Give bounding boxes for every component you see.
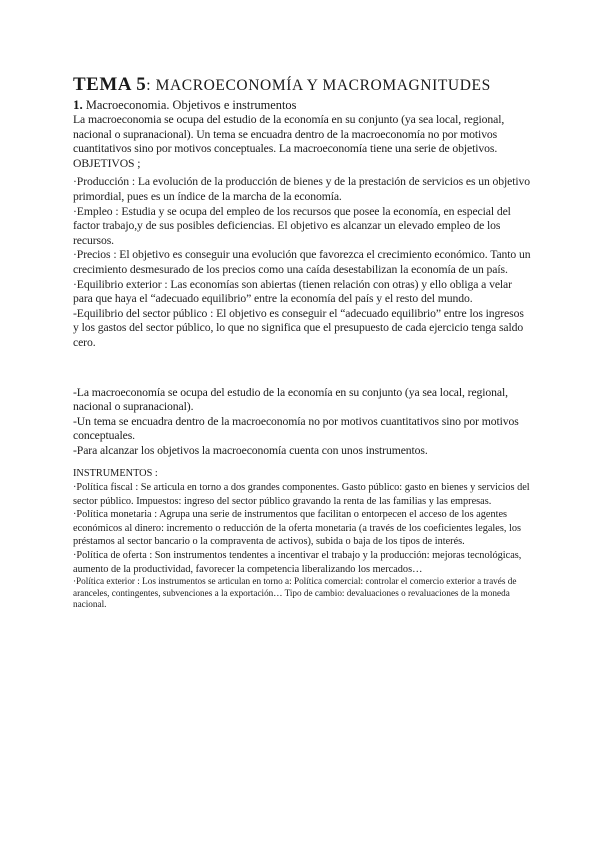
section-heading (73, 97, 531, 113)
instrumentos-heading: INSTRUMENTOS : (73, 468, 158, 480)
objetivo-precios: ·Precios : El objetivo es conseguir una evolución que favorezca el crecimiento económico. Tanto un crecimiento desmesurado de los precios como una caída desestabilizan la economía de un país. (73, 248, 531, 276)
objetivo-equilibrio-exterior: ·Equilibrio exterior : Las economías son abiertas (tienen relación con otras) y ello obliga a velar para que haya el “adecuado equilibrio” entre la economía del país y el resto del mundo. (73, 277, 512, 306)
summary-item: -Un tema se encuadra dentro de la macroeconomía no por motivos cuantitativos sino por motivos conceptuales. (73, 414, 519, 443)
title-text: : MACROECONOMÍA Y MACROMAGNITUDES (146, 77, 491, 94)
instrumento-politica-exterior: ·Política exterior : Los instrumentos se articulan en torno a: Política comercial: controlar el comercio exterior a través de aranceles, contingentes, subvenciones a la exportación… Tipo de cambio: devaluaciones o revaluaciones de la moneda nacional. (73, 576, 517, 610)
instrumento-politica-monetaria: ·Política monetaria : Agrupa una serie de instrumentos que facilitan o entorpecen el acceso de los agentes económicos al dinero: incremento o reducción de la oferta monetaria (a través de los coeficientes legales, los préstamos al sector bancario o la compraventa de activos), subida o baja de los tipos de interés. (73, 509, 522, 548)
objetivo-empleo: ·Empleo : Estudia y se ocupa del empleo de los recursos que posee la economía, en especial del factor trabajo,y de sus posibles deficiencias. El objetivo es alcanzar un elevado empleo de los recursos. (73, 204, 511, 247)
objetivos-heading: OBJETIVOS ; (73, 156, 141, 170)
instrumento-politica-fiscal: ·Política fiscal : Se articula en torno a dos grandes componentes. Gasto público: gasto en bienes y servicios del sector público. Impuestos: ingreso del sector público gravando la renta de las familias y las empresas. (73, 482, 530, 507)
intro-paragraph: La macroeconomia se ocupa del estudio de la economía en su conjunto (ya sea local, regional, nacional o supranacional). Un tema se encuadra dentro de la macroeconomía no por motivos cuantitativos sino por motivos conceptuales. La macroeconomía tiene una serie de objetivos. (73, 113, 505, 156)
objetivo-equilibrio-sector-publico: -Equilibrio del sector público : El objetivo es conseguir el “adecuado equilibrio” entre los ingresos y los gastos del sector público, lo que no significa que el presupuesto de cada ejercicio tenga saldo cero. (73, 306, 524, 349)
section-title: Macroeconomia. Objetivos e instrumentos (82, 98, 297, 112)
summary-list (73, 386, 531, 459)
instrumento-politica-oferta: ·Política de oferta : Son instrumentos tendentes a incentivar el trabajo y la producción: mejoras tecnológicas, aumento de la productividad, favorecer la competencia liberalizando los mercados… (73, 550, 522, 575)
title-number: TEMA 5 (73, 74, 147, 95)
instrumentos-list (73, 481, 531, 611)
document-title (73, 74, 531, 97)
document-page (73, 74, 531, 611)
objetivos-list (73, 175, 531, 350)
objetivo-produccion: ·Producción : La evolución de la producción de bienes y de la prestación de servicios es un objetivo primordial, pues es un índice de la marcha de la economía. (73, 175, 531, 203)
section-number: 1. (73, 97, 83, 112)
summary-item: -La macroeconomía se ocupa del estudio de la economía en su conjunto (ya sea local, regional, nacional o supranacional). (73, 385, 508, 414)
summary-item: -Para alcanzar los objetivos la macroeconomía cuenta con unos instrumentos. (73, 443, 428, 457)
